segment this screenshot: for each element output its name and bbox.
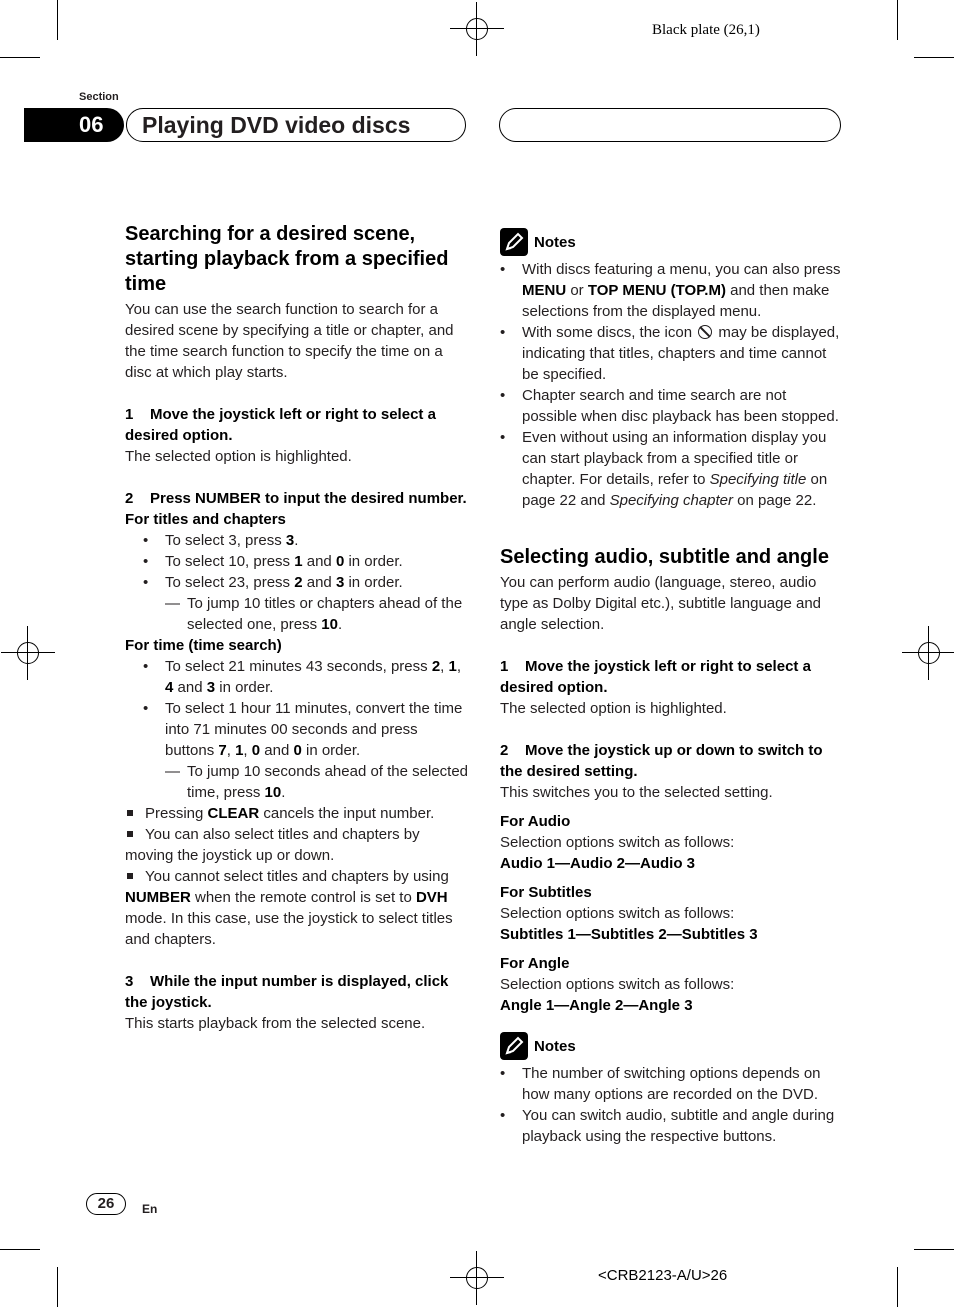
subtitles-sequence: Subtitles 1—Subtitles 2—Subtitles 3 <box>500 926 758 943</box>
list-item: • To select 3, press 3. <box>125 530 470 551</box>
notes-header <box>500 228 845 256</box>
square-bullet-icon <box>127 810 133 816</box>
subtitles-description: Selection options switch as follows: <box>500 905 735 922</box>
notes-header <box>500 1032 845 1060</box>
note-item: Pressing CLEAR cancels the input number. <box>125 803 470 824</box>
note-item: You cannot select titles and chapters by using NUMBER when the remote control is set to DVH mode. In this case, use the joystick to select titles and chapters. <box>125 868 453 948</box>
section-title: Playing DVD video discs <box>126 108 466 142</box>
list-item: • The number of switching options depends on how many options are recorded on the DVD. <box>500 1063 845 1105</box>
step-1-description: The selected option is highlighted. <box>500 700 727 717</box>
crop-mark <box>57 1267 58 1307</box>
crop-mark <box>0 1249 40 1250</box>
list-item: • To select 10, press 1 and 0 in order. <box>125 551 470 572</box>
crop-mark <box>0 57 40 58</box>
subheading-subtitles: For Subtitles <box>500 884 592 901</box>
language-label: En <box>142 1202 158 1216</box>
step-1-description: The selected option is highlighted. <box>125 448 352 465</box>
right-column <box>500 228 845 1147</box>
subheading-angle: For Angle <box>500 955 570 972</box>
step-1: 1 Move the joystick left or right to select a desired option. <box>125 406 436 444</box>
subheading-titles-chapters: For titles and chapters <box>125 511 286 528</box>
registration-mark <box>460 1261 494 1295</box>
audio-sequence: Audio 1—Audio 2—Audio 3 <box>500 855 695 872</box>
crop-mark <box>914 1249 954 1250</box>
note-item: You can also select titles and chapters by moving the joystick up or down. <box>125 826 420 864</box>
list-item: • To select 1 hour 11 minutes, convert the time into 71 minutes 00 seconds and press buttons 7, 1, 0 and 0 in order. <box>125 698 470 761</box>
registration-mark <box>912 636 946 670</box>
registration-mark <box>11 636 45 670</box>
crop-mark <box>57 0 58 40</box>
angle-description: Selection options switch as follows: <box>500 976 735 993</box>
step-1: 1 Move the joystick left or right to select a desired option. <box>500 658 811 696</box>
list-item: • With discs featuring a menu, you can also press MENU or TOP MENU (TOP.M) and then make selections from the displayed menu. <box>500 259 845 322</box>
list-item: • To select 21 minutes 43 seconds, press 2, 1, 4 and 3 in order. <box>125 656 470 698</box>
subheading-audio: For Audio <box>500 813 571 830</box>
page-number: 26 <box>86 1193 126 1215</box>
square-bullet-icon <box>127 831 133 837</box>
step-2-description: This switches you to the selected setting. <box>500 784 773 801</box>
list-item: • Chapter search and time search are not possible when disc playback has been stopped. <box>500 385 845 427</box>
step-2: 2 Press NUMBER to input the desired number. <box>125 490 467 507</box>
crop-mark <box>914 57 954 58</box>
audio-description: Selection options switch as follows: <box>500 834 735 851</box>
notes-title: Notes <box>534 1037 576 1055</box>
angle-sequence: Angle 1—Angle 2—Angle 3 <box>500 997 693 1014</box>
step-2: 2 Move the joystick up or down to switch to the desired setting. <box>500 742 823 780</box>
footer-code: <CRB2123-A/U>26 <box>598 1267 728 1284</box>
registration-mark <box>460 12 494 46</box>
step-3: 3 While the input number is displayed, click the joystick. <box>125 973 449 1011</box>
intro-paragraph: You can use the search function to search for a desired scene by specifying a title or chapter, and the time search function to specify the time on a disc at which play starts. <box>125 301 454 381</box>
list-item: • To select 23, press 2 and 3 in order. <box>125 572 470 593</box>
section-heading: Selecting audio, subtitle and angle <box>500 546 829 568</box>
list-item: • With some discs, the icon may be displayed, indicating that titles, chapters and time cannot be specified. <box>500 322 845 385</box>
list-item: • Even without using an information display you can start playback from a specified title or chapter. For details, refer to Specifying title on page 22 and Specifying chapter on page 22. <box>500 427 845 511</box>
crop-mark <box>897 0 898 40</box>
section-number-badge: 06 <box>24 108 124 142</box>
notes-title: Notes <box>534 233 576 251</box>
list-item: • You can switch audio, subtitle and angle during playback using the respective buttons. <box>500 1105 845 1147</box>
pencil-icon <box>500 1032 528 1060</box>
sub-list-item: — To jump 10 seconds ahead of the selected time, press 10. <box>165 763 469 801</box>
step-3-description: This starts playback from the selected scene. <box>125 1015 426 1032</box>
crop-mark <box>897 1267 898 1307</box>
left-column <box>125 222 470 1034</box>
intro-paragraph: You can perform audio (language, stereo, audio type as Dolby Digital etc.), subtitle language and angle selection. <box>500 574 822 633</box>
sub-list-item: — To jump 10 titles or chapters ahead of the selected one, press 10. <box>165 595 463 633</box>
plate-label: Black plate (26,1) <box>652 22 760 38</box>
pencil-icon <box>500 228 528 256</box>
prohibited-icon <box>698 325 712 339</box>
subheading-time-search: For time (time search) <box>125 637 282 654</box>
section-heading: Searching for a desired scene, starting playback from a specified time <box>125 223 449 295</box>
empty-header-box <box>499 108 841 142</box>
section-label: Section <box>79 91 119 103</box>
square-bullet-icon <box>127 873 133 879</box>
